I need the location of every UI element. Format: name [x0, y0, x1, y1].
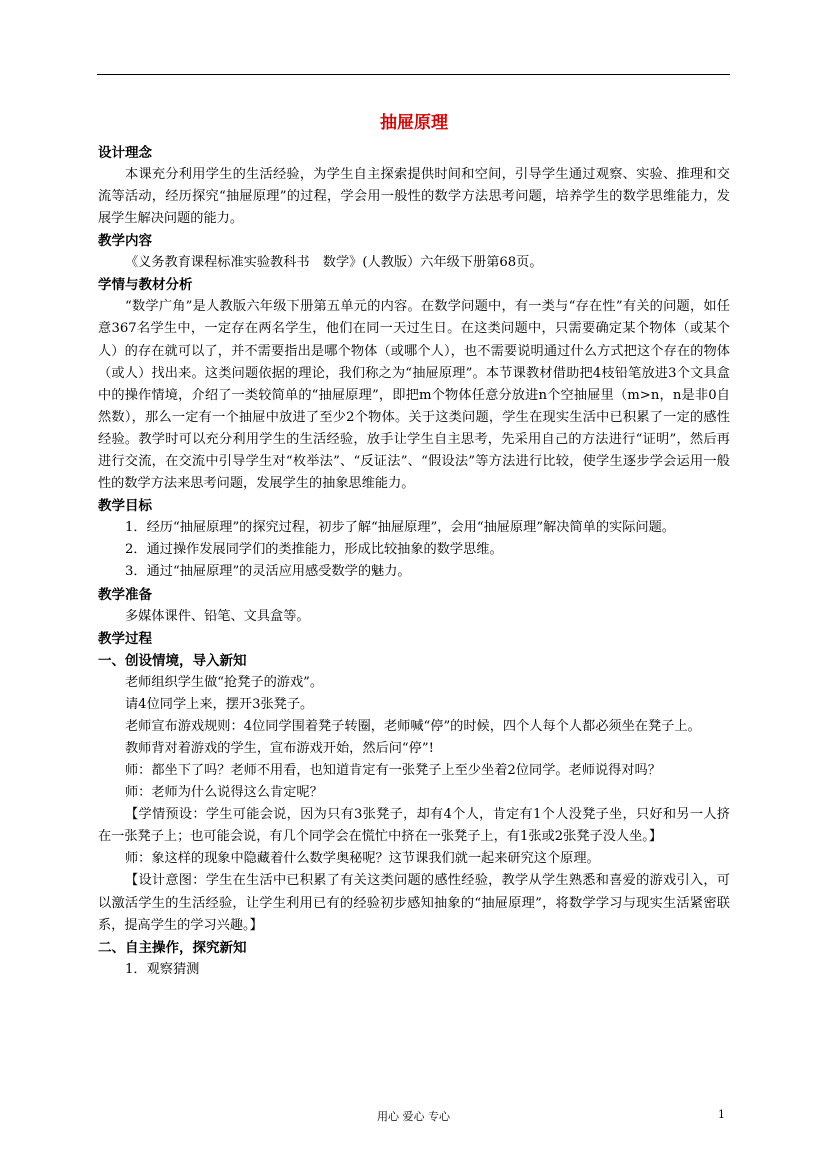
paragraph: 【设计意图：学生在生活中已积累了有关这类问题的感性经验，教学从学生熟悉和喜爱的游戏引入，可以激活学生的生活经验，让学生利用已有的经验初步感知抽象的“抽屉原理”，将数学学习与现实生活紧密联系，提高学生的学习兴趣。】 — [98, 873, 730, 933]
paragraph: 师：老师为什么说得这么肯定呢？ — [125, 785, 323, 801]
section-heading-teaching-content: 教学内容 — [98, 233, 152, 250]
paragraph: 《义务教育课程标准实验教科书 数学》(人教版）六年级下册第68页。 — [125, 255, 543, 271]
section-heading-preparation: 教学准备 — [98, 586, 152, 603]
paragraph: 1．观察猜测 — [125, 961, 200, 977]
paragraph: 请4位同学上来，摆开3张凳子。 — [125, 696, 314, 712]
section-heading-objectives: 教学目标 — [98, 498, 152, 515]
header-rule — [97, 74, 730, 75]
page-number: 1 — [718, 1108, 725, 1121]
paragraph: “数学广角”是人教版六年级下册第五单元的内容。在数学问题中，有一类与“存在性”有关的问题，如任意367名学生中，一定存在两名学生，他们在同一天过生日。在这类问题中，只需要确定某个物体（或某个人）的存在就可以了，并不需要指出是哪个物体（或哪个人），也不需要说明通过什么方式把这个存在的物体（或人）找出来。这类问题依据的理论，我们称之为“抽屉原理”。本节课教材借助把4枝铅笔放进3个文具盒中的操作情境，介绍了一类较简单的“抽屉原理”，即把m个物体任意分放进n个空抽屉里（m>n，n是非0自然数），那么一定有一个抽屉中放进了至少2个物体。关于这类问题，学生在现实生活中已积累了一定的感性经验。教学时可以充分利用学生的生活经验，放手让学生自主思考，先采用自己的方法进行“证明”，然后再进行交流，在交流中引导学生对“枚举法”、“反证法”、“假设法”等方法进行比较，使学生逐步学会运用一般性的数学方法来思考问题，发展学生的抽象思维能力。 — [98, 299, 730, 492]
document-body — [98, 108, 730, 981]
paragraph: 多媒体课件、铅笔、文具盒等。 — [125, 608, 310, 624]
paragraph: 教师背对着游戏的学生，宣布游戏开始，然后问“停”! — [125, 740, 434, 756]
paragraph: 师：象这样的现象中隐藏着什么数学奥秘呢？这节课我们就一起来研究这个原理。 — [125, 851, 600, 867]
paragraph: 师：都坐下了吗？老师不用看，也知道肯定有一张凳子上至少坐着2位同学。老师说得对吗？ — [125, 762, 661, 778]
paragraph: 老师组织学生做“抢凳子的游戏”。 — [125, 674, 324, 690]
section-heading-process: 教学过程 — [98, 630, 152, 647]
section-heading-design-concept: 设计理念 — [98, 145, 152, 161]
section-heading-analysis: 学情与教材分析 — [98, 277, 193, 294]
subsection-heading-exploration: 二、自主操作，探究新知 — [98, 939, 247, 956]
paragraph: 【学情预设：学生可能会说，因为只有3张凳子，却有4个人，肯定有1个人没凳子坐，只好和另一人挤在一张凳子上；也可能会说，有几个同学会在慌忙中挤在一张凳子上，有1张或2张凳子没人坐。】 — [98, 807, 730, 845]
paragraph: 本课充分利用学生的生活经验，为学生自主探索提供时间和空间，引导学生通过观察、实验、推理和交流等活动，经历探究“抽屉原理”的过程，学会用一般性的数学方法思考问题，培养学生的数学思维能力，发展学生解决问题的能力。 — [98, 167, 730, 227]
subsection-heading-introduction: 一、创设情境，导入新知 — [98, 652, 247, 669]
objective-item: 2．通过操作发展同学们的类推能力，形成比较抽象的数学思维。 — [125, 542, 503, 558]
objective-item: 1．经历“抽屉原理”的探究过程，初步了解“抽屉原理”，会用“抽屉原理”解决简单的实际问题。 — [125, 520, 675, 536]
paragraph: 老师宣布游戏规则：4位同学围着凳子转圈，老师喊“停”的时候，四个人每个人都必须坐在凳子上。 — [125, 718, 701, 734]
footer-motto: 用心 爱心 专心 — [377, 1110, 450, 1123]
objective-item: 3．通过“抽屉原理”的灵活应用感受数学的魅力。 — [125, 564, 411, 580]
document-title: 抽屉原理 — [380, 113, 448, 133]
